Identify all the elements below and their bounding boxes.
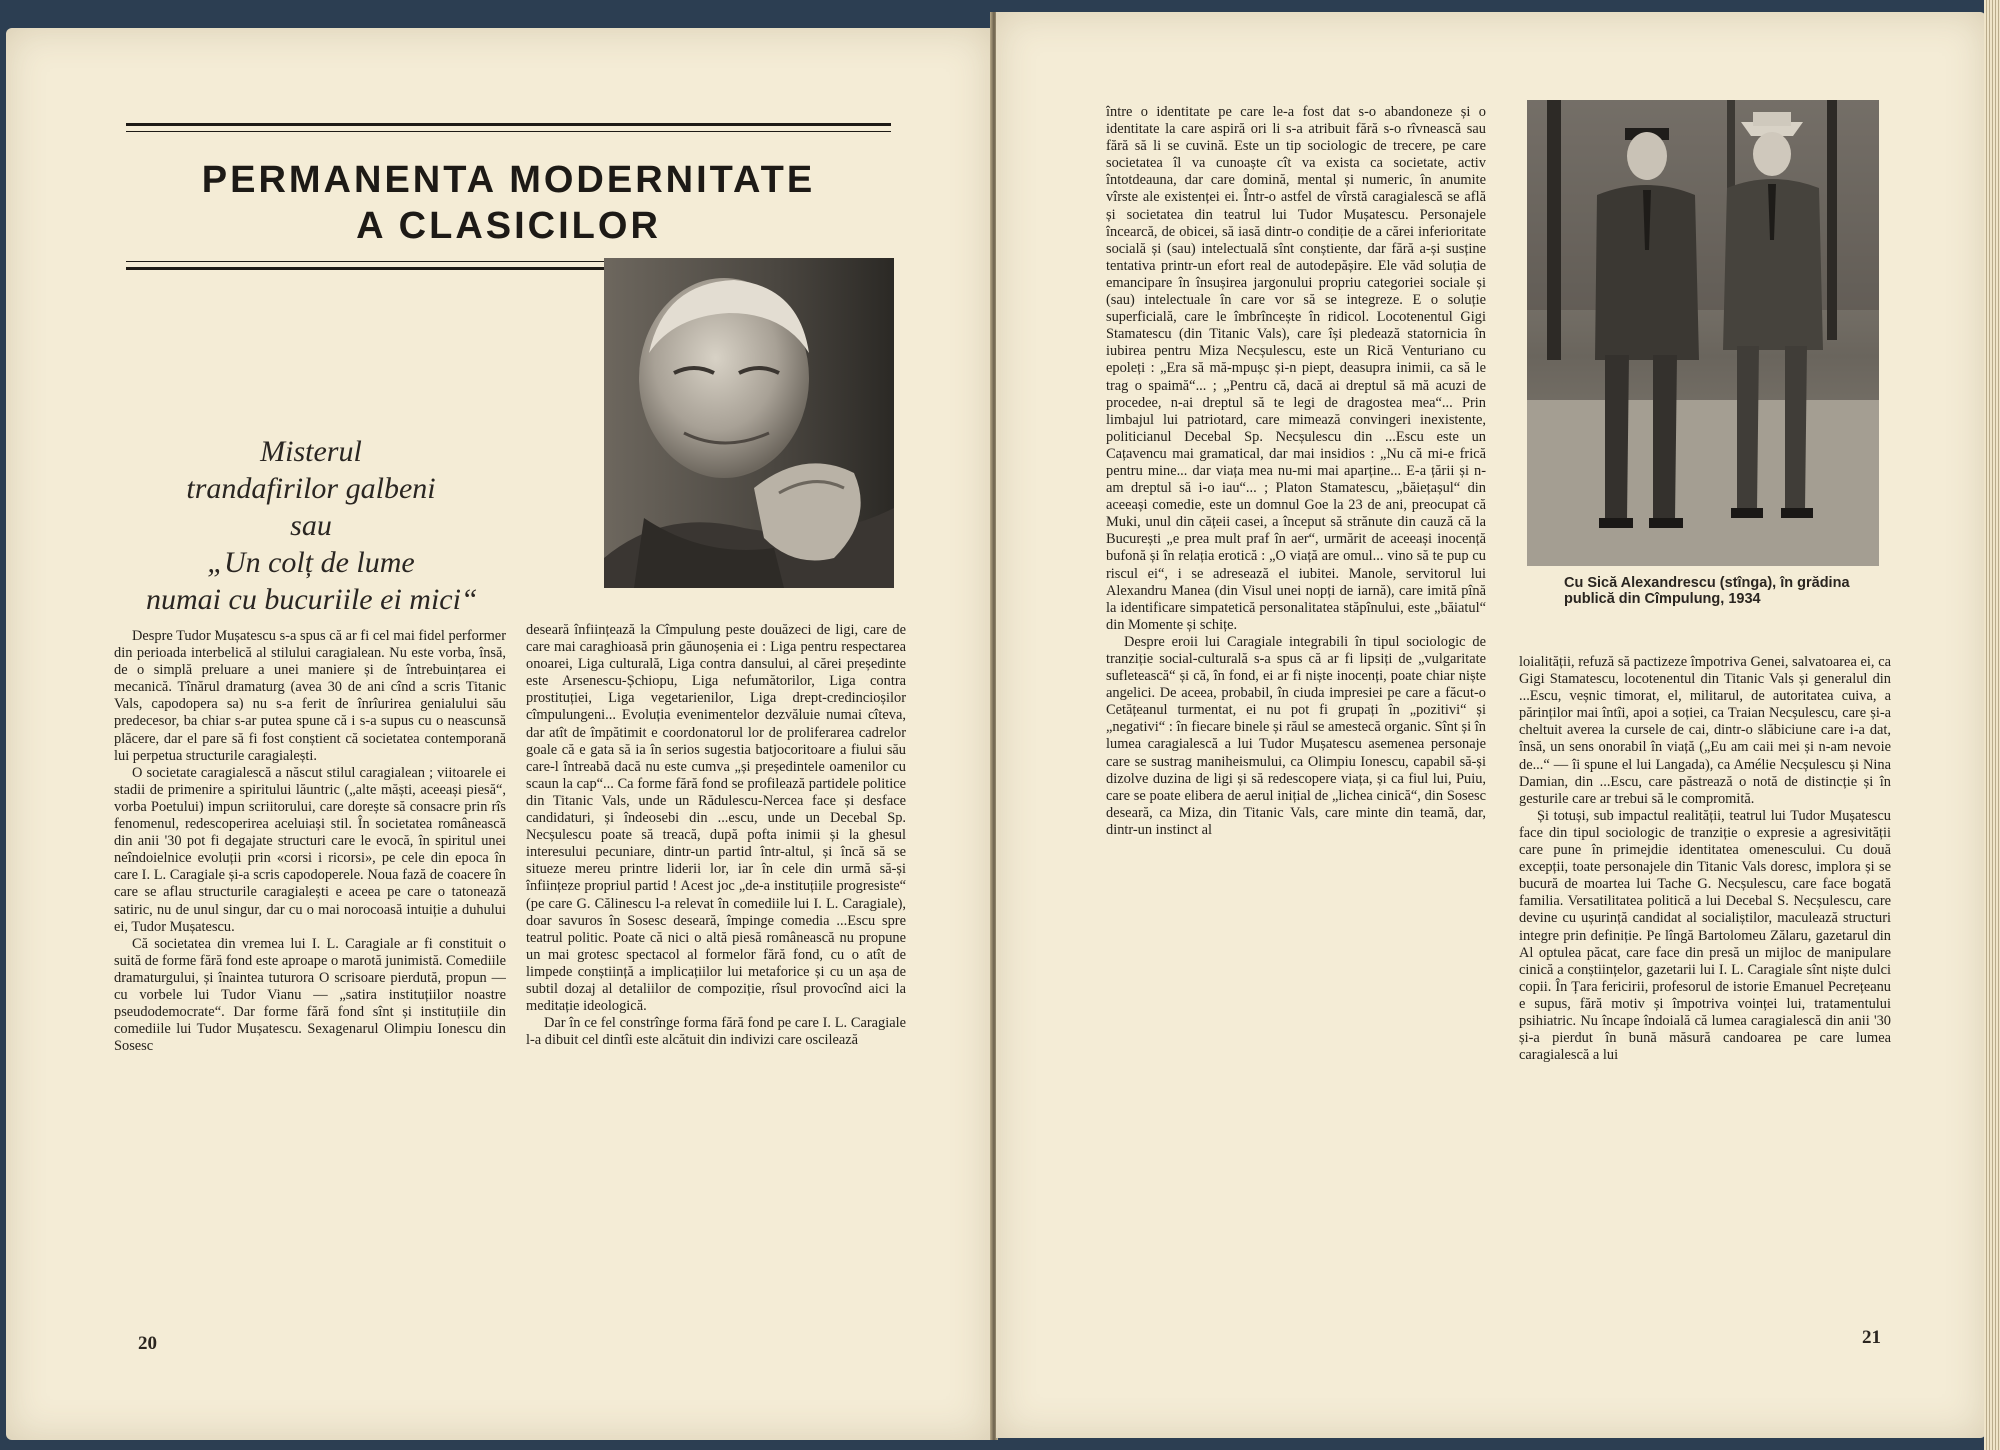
subtitle-line: numai cu bucuriile ei mici“ [146, 583, 478, 616]
title-rule-top-thin [126, 131, 891, 132]
paragraph: între o identitate pe care le-a fost dat s-o abandoneze și o identitate la care aspiră ori li s-a atribuit fără s-o rîvnească sau fără să li se cuvină. Este un tip sociologic de trecere, pe care societatea îl va cunoaște cît va exista ca societate, activ întotdeauna, dar care domină, mental și numeric, în anumite vîrste ale existenței ei. Într-o astfel de vîrstă caragialescă se află și societatea din teatrul lui Tudor Mușatescu. Personajele încearcă, de obicei, să iasă dintr-o condiție de a cărei inferioritate socială și (sau) intelectuală sînt conștiente, dar fără a-și susține tentativa printr-un efort real de autodepășire. Ele văd soluția de emancipare în însușirea jargonului propriu categoriei sociale și (sau) intelectuale în care vor să se integreze. E o soluție superficială, care le îmbrîncește în ridicol. Locotenentul Gigi Stamatescu (din Titanic Vals), care își pledează statornicia în iubirea pentru Miza Necșulescu, este un Rică Venturiano cu epoleți : „Era să mă-mpușc și-n piept, deasupra inimii, ca să le trag o spaimă“... ; „Pentru că, dacă ai dreptul să mă acuzi de procedee, n-ai dreptul să te legi de dragostea mea“... Prin limbajul lui patriotard, care mimează convingeri inexistente, politicianul Decebal Sp. Necșulescu din ...Escu este un Cațavencu mai gramatical, dar mai insidios : „Nu că mi-e frică pentru mine... dar viața mea nu-mi mai aparține... E-a țării și n-am dreptul să i-o iau“... ; Platon Stamatescu, „băiețașul“ din aceeași comedie, este un domnul Goe la 23 de ani, preocupat că Muki, unul din cățeii casei, a început să strănute din cauză că la București „e prea mult praf în aer“, urmărit de aceeași inocență bufonă și în relația erotică : „O viață are omul... vino să te pup cu riscul ei“, i se adresează el iubitei. Manole, servitorul lui Alexandru Manea (din Visul unei nopți de iarnă), care imită pînă la identificare simpatetică personalitatea stăpînului, este „băiatul“ din Momente și schițe. [1106, 104, 1486, 633]
paragraph: Despre Tudor Mușatescu s-a spus că ar fi cel mai fidel performer din perioada interbelică al stilului caragialean. Nu este vorba, însă, de o simplă preluare a unei maniere și de întrebuințarea ei mecanică. Tînărul dramaturg (avea 30 de ani cînd a scris Titanic Vals, capodopera sa) nu s-a ferit de înrîurirea genialului său predecesor, ba chiar s-ar putea spune că i s-a supus cu o neascunsă plăcere, dar el pare să fi fost conștient că societatea contemporană lui perpetua structurile caragialești. [114, 628, 506, 764]
archival-photo-two-men [1527, 100, 1879, 566]
left-page-column-1 [114, 628, 506, 1333]
page-number-right: 21 [1862, 1327, 1881, 1348]
paragraph: O societate caragialescă a născut stilul caragialean ; viitoarele ei stadii de primenire a spiritului lăuntric („alte măști, aceeași piesă“, vorba Poetului) impun scriitorului, care dorește să consacre prin rîs fenomenul, redescoperirea aceluiași stil. În societatea românească din anii '30 pot fi degajate structuri care le evocă, în spiritul unei neîndoielnice evoluții prin «corsi i ricorsi», pe cele din epoca în care I. L. Caragiale și-a scris capodoperele. Noua fază de coacere în care se aflau structurile caragialești e aceea pe care o tatonează satiric, nu de unul singur, dar cu o mai norocoasă intuiție a duhului ei, Tudor Mușatescu. [114, 764, 506, 935]
left-page-column-2 [526, 622, 906, 1332]
subtitle-line: trandafirilor galbeni [186, 472, 436, 505]
paragraph: Și totuși, sub impactul realității, teatrul lui Tudor Mușatescu face din tipul sociologic de tranziție o expresie a agresivității care pune în primejdie identitatea omenescului. Cu două excepții, toate personajele din Titanic Vals doresc, implora și se bucură de moartea lui Tache G. Necșulescu, care face bogată familia. Versatilitatea politică a lui Decebal S. Necșulescu, care devine cu ușurință candidat al socialiștilor, maculează structuri integre prin definiție. Pe lîngă Bartolomeu Zălaru, gazetarul din Al optulea păcat, care face din presă un mijloc de manipulare cinică a conștiințelor, gazetarii lui I. L. Caragiale sînt niște dulci copii. În Țara fericirii, profesorul de istorie Emanuel Pecrețeanu e supus, fără motiv și împotriva voinței lui, tratamentului psihiatric. Nu încape îndoială că lumea caragialescă din anii '30 și-a pierdut în bună măsură candoarea pe care lumea caragialescă a lui [1519, 807, 1891, 1064]
page-edges [1984, 0, 2000, 1450]
right-page [996, 12, 1986, 1438]
paragraph: Despre eroii lui Caragiale integrabili în tipul sociologic de tranziție social-culturală s-a spus că ar fi lipsiți de „vulgaritate sufletească“ și că, în fond, ei ar fi niște inocenți, poate chiar niște angelici. De aceea, probabil, în ciuda impresiei pe care a făcut-o Cetățeanul turmentat, ei nu pot fi grupați în „pozitivi“ și „negativi“ : în fiecare binele și răul se amestecă organic. Sînt și în lumea caragialescă a lui Tudor Mușatescu asemenea personaje care se sustrag maniheismului, ca Olimpiu Ionescu, capabil să-și dizolve duzina de ligi și să redescopere viața, și ca fiul lui, Puiu, care se poate elibera de aerul inițial de „lichea cinică“, din Sosesc deseară, ca Miza, din Titanic Vals, care minte din teamă, dar, dintr-un instinct al [1106, 633, 1486, 838]
right-page-column-2 [1519, 654, 1891, 1316]
subtitle-line: Misterul [260, 435, 362, 468]
article-title-line2: A CLASICILOR [356, 205, 661, 247]
article-title-line1: PERMANENTA MODERNITATE [201, 159, 816, 201]
right-page-column-1 [1106, 104, 1486, 1316]
left-page [6, 28, 990, 1440]
paragraph: Că societatea din vremea lui I. L. Caragiale ar fi constituit o suită de forme fără fond este aproape o marotă junimistă. Comediile dramaturgului, și înaintea tuturora O scrisoare pierdută, propun — cu vorbele lui Tudor Vianu — „satira instituțiilor noastre pseudodemocrate“. Dar forme fără fond sînt și instituțiile din comediile lui Tudor Mușatescu. Sexagenarul Olimpiu Ionescu din Sosesc [114, 935, 506, 1055]
paragraph: Dar în ce fel constrînge forma fără fond pe care I. L. Caragiale l-a dibuit cel dintîi este alcătuit din indivizi care oscilează [526, 1015, 906, 1049]
portrait-illustration [604, 258, 894, 588]
title-rule-top-thick [126, 123, 891, 126]
subtitle-line: sau [290, 509, 332, 542]
two-men-illustration [1527, 100, 1879, 566]
paragraph: loialității, refuză să pactizeze împotriva Genei, salvatoarea ei, ca Gigi Stamatescu, locotenentul din Titanic Vals și generalul din ...Escu, veșnic timorat, el, militarul, de autoritatea cuiva, a părinților mai întîi, apoi a soției, ca Traian Necșulescu, care și-a cheltuit averea la cursele de cai, dintr-o slăbiciune care i-a dat, însă, un sens onorabil în viață („Eu am caii mei și n-am nevoie de...“ — îi spune el lui Langada), ca Amélie Necșulescu și Nina Damian, din ...Escu, care păstrează o notă de distincție și în gesturile care ar trebui să le compromită. [1519, 654, 1891, 807]
paragraph: deseară înființează la Cîmpulung peste douăzeci de ligi, care de care mai caraghioasă prin găunoșenia ei : Liga pentru respectarea onoarei, Liga culturală, Liga contra dansului, al cărei președinte este Arsenescu-Șchiopu, Liga nefumătorilor, Liga contra prostituției, Liga vegetarienilor, Liga drept-credincioșilor cîmpulungeni... Evoluția evenimentelor dezvăluie numai cîteva, dar atît de împătimit e coordonatorul lor de proliferarea cadrelor goale că e gata să ia în serios sugestia batjocoritoare a fiului său care-l întreabă dacă nu este cumva „și președintele oamenilor cu scaun la cap“... Ca forme fără fond se profilează partidele politice din Titanic Vals, unde un Rădulescu-Nercea face și desface candidaturi, și îndeosebi din ...escu, unde un Decebal Sp. Necșulescu poate să treacă, după pofta inimii și la ghesul interesului pecuniare, dintr-un partid într-altul, și încă să se situeze mereu printre liderii lor, iar în cele din urmă să-și înființeze propriul partid ! Acest joc „de-a instituțiile progresiste“ (pe care G. Călinescu l-a relevat în comediile lui I. L. Caragiale), doar savuros în Sosesc deseară, împinge comedia ...Escu spre teatrul politic. Poate că nici o altă piesă românească nu propune un mai grotesc spectacol al formelor fără fond, cu o atît de limpede conștiință a implicațiilor lui metaforice și cu un așa de subtil dozaj al detaliilor de compoziție, rîsul provocînd aici la meditație ideologică. [526, 622, 906, 1015]
page-number-left: 20 [138, 1333, 157, 1354]
portrait-photo [604, 258, 894, 588]
subtitle-line: „Un colț de lume [207, 546, 415, 579]
photo-caption: Cu Sică Alexandrescu (stînga), în grădina publică din Cîmpulung, 1934 [1564, 575, 1850, 607]
article-subtitle [146, 433, 476, 618]
